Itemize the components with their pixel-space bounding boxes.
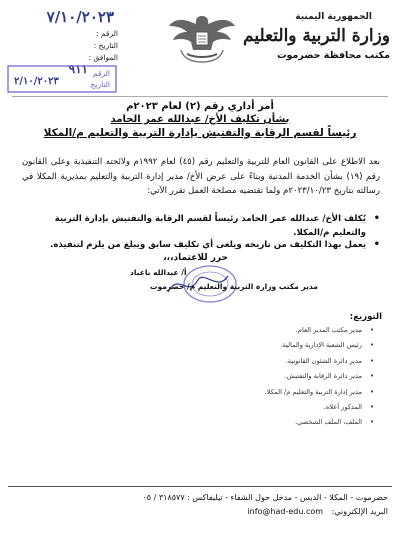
bullet-icon: • xyxy=(373,213,380,224)
signatory-name: أ/ عبدالله باعباد xyxy=(130,268,187,277)
closing-line: حرر للاعتماد،،، xyxy=(163,253,228,263)
bullet-icon: • xyxy=(369,356,374,365)
list-item: • الملف، الملف الشخصي. xyxy=(295,418,374,427)
bullet-icon: • xyxy=(369,387,374,396)
ref-date-label: التاريخ : xyxy=(93,41,118,50)
order-position: رئيساً لقسم الرقابة والتفتيش بإدارة التربية والتعليم م/المكلا xyxy=(43,127,357,139)
handwritten-date-2: ٢/١٠/٢٠٢٣ xyxy=(14,76,59,87)
signatory-title: مدير مكتب وزارة التربية والتعليم م/ حضرموت xyxy=(150,282,318,291)
footer-divider xyxy=(8,486,392,487)
footer-email-link[interactable]: info@had-edu.com xyxy=(247,507,324,516)
bullet-icon: • xyxy=(373,239,380,250)
yemen-eagle-emblem-icon xyxy=(167,10,237,68)
decision-item: • يُكلف الأخ/ عبدالله عمر الحامد رئيساً لقسم الرقابة والتفتيش بإدارة التربية والتعليم م/المكلا. xyxy=(54,213,380,238)
list-item: • مدير إدارة التربية والتعليم م/ المكلا. xyxy=(264,387,374,396)
distribution-heading: التوزيع: xyxy=(349,312,382,322)
order-subject: بشأن تكليف الأخ/ عبدالله عمر الحامد xyxy=(110,114,290,125)
list-item: • مدير دائرة الشئون القانونية. xyxy=(285,356,374,365)
handwritten-number: ٩١١ xyxy=(68,62,88,76)
letterhead-right xyxy=(243,12,390,61)
order-body: بعد الاطلاع على القانون العام للتربية والتعليم رقم (٤٥) لعام ١٩٩٢م ولائحته التنفيذية وعلى القانون رقم (١٩) بشأن الخدمة المدنية وبناءً على عرض الأخ/ مدير إدارة التربية والتعليم بمديرية المكلا في رسالته بتاريخ ٢٠٢٣/١٠/٢٣م ولما تقتضيه مصلحة العمل تقرر الآتي: xyxy=(22,157,381,196)
footer-email-label: البريد الإلكتروني: xyxy=(331,507,388,516)
list-item: • رئيس الشعبة الإدارية والمالية. xyxy=(280,341,374,350)
office-name: مكتب محافظة حضرموت xyxy=(277,50,390,61)
ref-corresponding-label: الموافق : xyxy=(88,53,118,62)
decision-item: • يعمل بهذا التكليف من تاريخه ويلغى أي تكليف سابق ويبلغ من يلزم لتنفيذه. xyxy=(50,239,380,250)
reference-block xyxy=(6,8,118,92)
stamp-number-label: الرقم xyxy=(92,69,110,78)
ministry-name: وزارة التربية والتعليم xyxy=(243,26,390,46)
bullet-icon: • xyxy=(369,402,374,411)
handwritten-date-top: ٧/١٠/٢٠٢٣ xyxy=(46,8,114,26)
footer-email-row xyxy=(247,507,388,516)
bullet-icon: • xyxy=(369,341,374,350)
list-item: • المذكور أعلاه. xyxy=(323,402,374,411)
ref-number-label: الرقم : xyxy=(96,29,118,38)
country-name: الجمهورية اليمنية xyxy=(295,12,372,22)
list-item: • مدير دائرة الرقابة والتفتيش. xyxy=(284,372,374,381)
bullet-icon: • xyxy=(369,418,374,427)
stamp-date-label: التاريخ xyxy=(90,80,110,89)
order-title xyxy=(0,101,400,139)
footer-address: حضرموت - المكلا - الديس - مدخل حول الشفاء - تيليفاكس : ٣١٨٥٧٧ / ٠٥ xyxy=(142,493,388,502)
bullet-icon: • xyxy=(369,326,374,334)
list-item: • مدير مكتب المدير العام. xyxy=(295,326,374,334)
distribution-list xyxy=(264,326,374,434)
order-number: أمر أداري رقم (٢) لعام ٢٠٢٣م xyxy=(126,101,274,112)
bullet-icon: • xyxy=(369,372,374,381)
header-divider xyxy=(12,96,388,97)
